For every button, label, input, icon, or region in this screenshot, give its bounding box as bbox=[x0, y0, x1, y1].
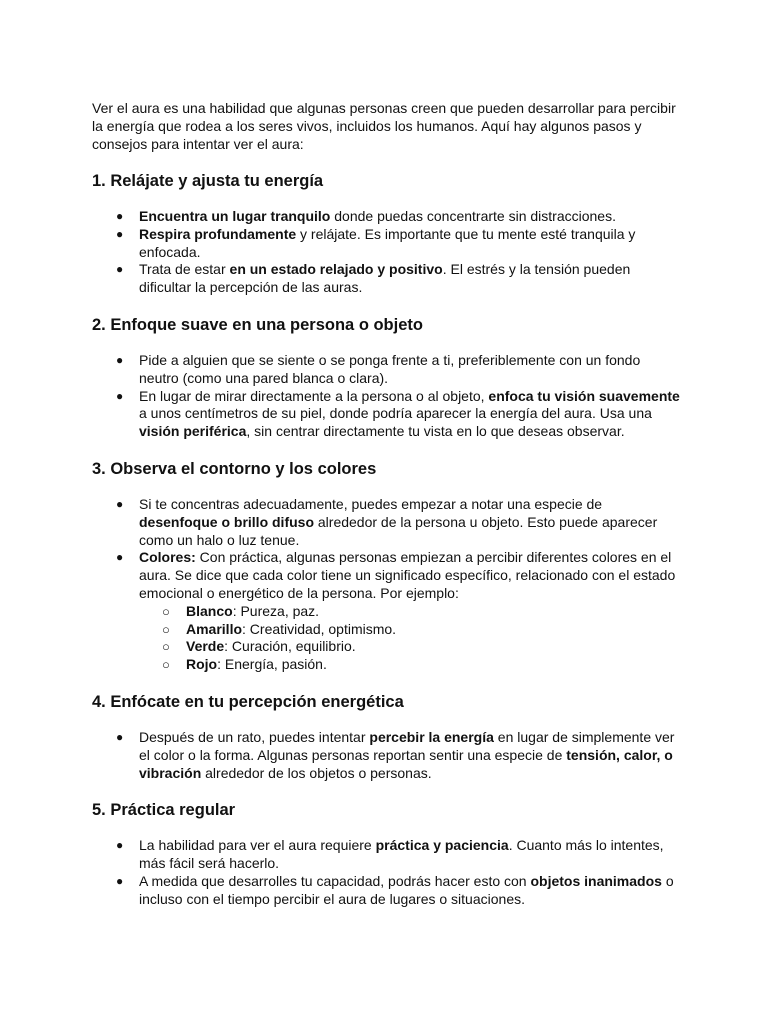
list-item bbox=[92, 208, 682, 226]
item-text: alrededor de la persona u objeto. Esto puede aparecer como un halo o luz tenue. bbox=[139, 513, 658, 548]
color-desc: : Curación, equilibrio. bbox=[224, 638, 356, 655]
bold-text: enfoca tu visión suavemente bbox=[488, 387, 680, 404]
item-text: alrededor de los objetos o personas. bbox=[201, 764, 432, 781]
bullet-icon: ● bbox=[116, 262, 124, 277]
section-2 bbox=[92, 315, 682, 441]
item-text: Después de un rato, puedes intentar bbox=[139, 728, 370, 745]
section-5-list bbox=[92, 837, 682, 908]
list-item bbox=[92, 496, 682, 549]
section-2-heading: 2. Enfoque suave en una persona o objeto bbox=[92, 315, 423, 334]
item-text: en lugar de simplemente ver el color o la forma. Algunas personas reportan sentir una especie de bbox=[139, 728, 675, 763]
color-item bbox=[139, 656, 682, 674]
document-page bbox=[92, 99, 682, 909]
item-text: . Cuanto más lo intentes, más fácil será hacerlo. bbox=[139, 837, 664, 872]
bullet-icon: ● bbox=[116, 226, 124, 241]
list-item bbox=[92, 549, 682, 674]
bold-text: percebir la energía bbox=[369, 728, 494, 745]
bullet-icon: ● bbox=[116, 729, 124, 744]
item-text: y relájate. Es importante que tu mente esté tranquila y enfocada. bbox=[139, 225, 636, 260]
color-item bbox=[139, 621, 682, 639]
item-text: Trata de estar bbox=[139, 261, 230, 278]
item-text: Pide a alguien que se siente o se ponga frente a ti, preferiblemente con un fondo neutro (como una pared blanca o clara). bbox=[139, 351, 641, 386]
bullet-icon: ● bbox=[116, 838, 124, 853]
bullet-icon: ● bbox=[116, 388, 124, 403]
color-item bbox=[139, 603, 682, 621]
color-list bbox=[139, 603, 682, 674]
list-item bbox=[92, 873, 682, 909]
item-text: donde puedas concentrarte sin distracciones. bbox=[330, 208, 616, 224]
bullet-icon: ● bbox=[116, 209, 124, 223]
color-desc: : Energía, pasión. bbox=[217, 656, 327, 673]
bullet-icon: ● bbox=[116, 352, 124, 367]
section-3-heading: 3. Observa el contorno y los colores bbox=[92, 459, 377, 478]
section-4 bbox=[92, 692, 682, 782]
item-text: La habilidad para ver el aura requiere bbox=[139, 837, 376, 854]
list-item bbox=[92, 388, 682, 441]
bold-text: objetos inanimados bbox=[530, 872, 662, 889]
bold-text: Respira profundamente bbox=[139, 225, 297, 242]
list-item bbox=[92, 837, 682, 873]
item-text: A medida que desarrolles tu capacidad, podrás hacer esto con bbox=[139, 872, 531, 889]
circle-bullet-icon: ○ bbox=[162, 603, 170, 619]
section-1-list bbox=[92, 208, 682, 297]
item-text: , sin centrar directamente tu vista en lo que deseas observar. bbox=[246, 423, 625, 440]
bullet-icon: ● bbox=[116, 873, 124, 888]
circle-bullet-icon: ○ bbox=[162, 657, 170, 673]
section-5-heading: 5. Práctica regular bbox=[92, 801, 236, 820]
item-text: a unos centímetros de su piel, donde podría aparecer la energía del aura. Usa una bbox=[139, 405, 652, 422]
bold-text: Colores: bbox=[139, 549, 196, 566]
bullet-icon: ● bbox=[116, 496, 124, 511]
color-item bbox=[139, 638, 682, 656]
section-3-list bbox=[92, 496, 682, 674]
section-1 bbox=[92, 171, 682, 297]
list-item bbox=[92, 729, 682, 782]
item-text: Si te concentras adecuadamente, puedes empezar a notar una especie de bbox=[139, 495, 603, 512]
color-name: Amarillo bbox=[186, 620, 243, 637]
circle-bullet-icon: ○ bbox=[162, 621, 170, 637]
section-1-heading: 1. Relájate y ajusta tu energía bbox=[92, 172, 324, 190]
section-2-list bbox=[92, 352, 682, 441]
section-3 bbox=[92, 459, 682, 674]
circle-bullet-icon: ○ bbox=[162, 639, 170, 655]
section-5 bbox=[92, 800, 682, 908]
color-desc: : Pureza, paz. bbox=[232, 602, 320, 619]
item-text: Con práctica, algunas personas empiezan a percibir diferentes colores en el aura. Se dice que cada color tiene un significado específico, relacionado con el estado emocional o energético de la persona. Por ejemplo: bbox=[139, 549, 676, 601]
section-4-heading: 4. Enfócate en tu percepción energética bbox=[92, 692, 404, 711]
bold-text: Encuentra un lugar tranquilo bbox=[139, 208, 331, 224]
bold-text: práctica y paciencia bbox=[375, 837, 509, 854]
item-text: o incluso con el tiempo percibir el aura de lugares o situaciones. bbox=[139, 872, 674, 907]
list-item bbox=[92, 226, 682, 262]
list-item bbox=[92, 352, 682, 388]
color-name: Verde bbox=[186, 638, 225, 655]
bold-text: en un estado relajado y positivo bbox=[229, 261, 443, 278]
color-desc: : Creatividad, optimismo. bbox=[242, 620, 397, 637]
bold-text: visión periférica bbox=[139, 423, 247, 440]
list-item bbox=[92, 261, 682, 297]
color-name: Rojo bbox=[186, 656, 218, 673]
intro-paragraph: Ver el aura es una habilidad que algunas personas creen que pueden desarrollar para percibir la energía que rodea a los seres vivos, incluidos los humanos. Aquí hay algunos pasos y consejos para intentar ver el aura: bbox=[92, 100, 676, 152]
item-text: En lugar de mirar directamente a la persona o al objeto, bbox=[139, 387, 489, 404]
color-name: Blanco bbox=[186, 602, 233, 619]
item-text: . El estrés y la tensión pueden dificultar la percepción de las auras. bbox=[139, 261, 631, 296]
bold-text: tensión, calor, o vibración bbox=[139, 746, 673, 781]
bullet-icon: ● bbox=[116, 550, 124, 565]
bold-text: desenfoque o brillo difuso bbox=[139, 513, 314, 530]
section-4-list bbox=[92, 729, 682, 782]
